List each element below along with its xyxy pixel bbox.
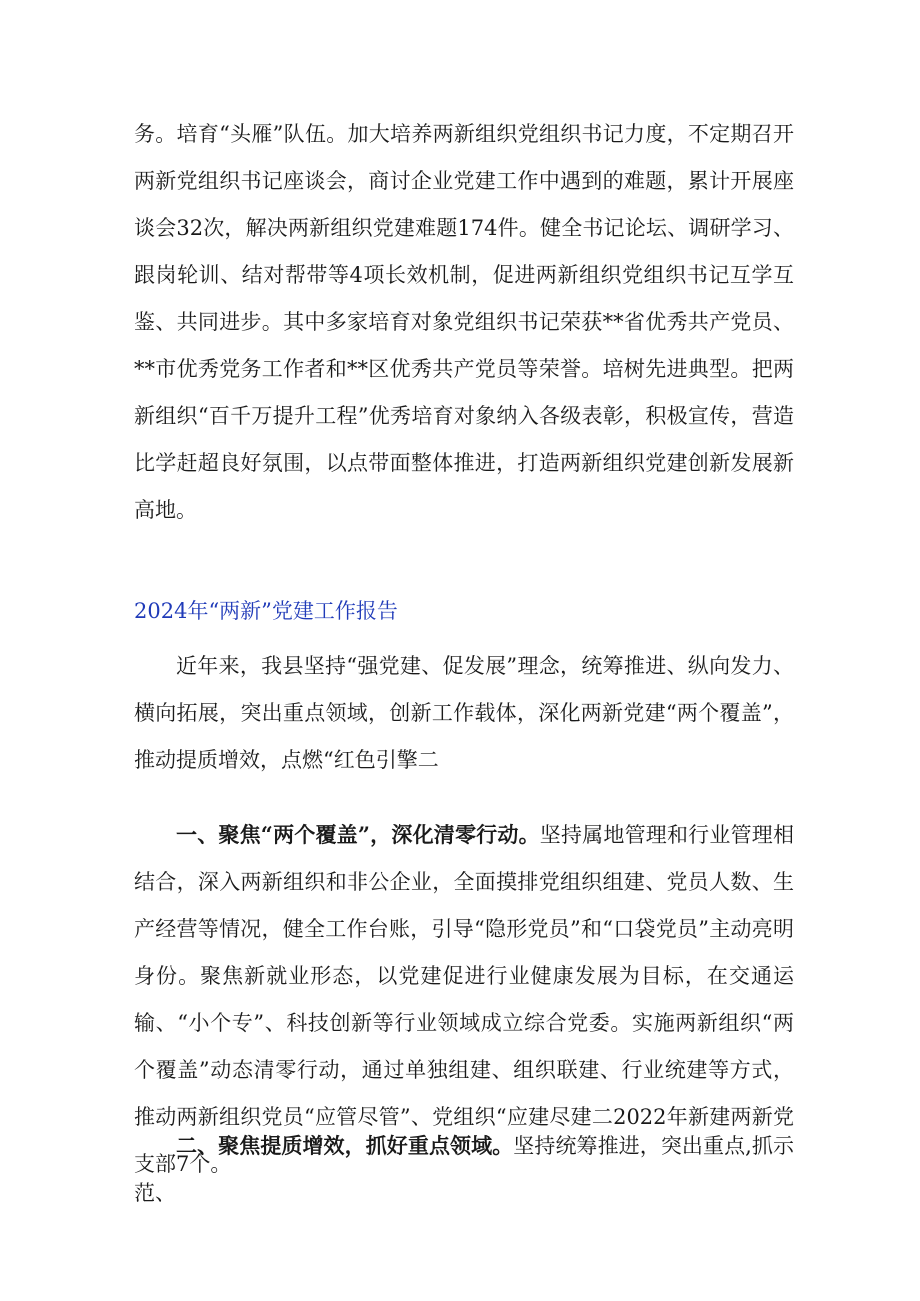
section-two-body: 坚持统筹推进，突出重点,抓示范、 bbox=[134, 1134, 794, 1205]
section-one-title: 一、聚焦“两个覆盖”，深化清零行动。 bbox=[176, 822, 540, 847]
paragraph-continuation: 务。培育“头雁”队伍。加大培养两新组织党组织书记力度，不定期召开两新党组织书记座谈会，商讨企业党建工作中遇到的难题，累计开展座谈会32次，解决两新组织党建难题174件。健全书记论坛、调研学习、跟岗轮训、结对帮带等4项长效机制，促进两新组织党组织书记互学互鉴、共同进步。其中多家培育对象党组织书记荣获**省优秀共产党员、**市优秀党务工作者和**区优秀共产党员等荣誉。培树先进典型。把两新组织“百千万提升工程”优秀培育对象纳入各级表彰，积极宣传，营造比学赶超良好氛围，以点带面整体推进，打造两新组织党建创新发展新高地。 bbox=[134, 122, 794, 522]
section-two-title: 二、聚焦提质增效，抓好重点领域。 bbox=[176, 1133, 514, 1158]
report-heading: 2024年“两新”党建工作报告 bbox=[134, 599, 398, 623]
section-one-body: 坚持属地管理和行业管理相结合，深入两新组织和非公企业，全面摸排党组织组建、党员人数、生产经营等情况，健全工作台账，引导“隐形党员”和“口袋党员”主动亮明身份。聚焦新就业形态，以党建促进行业健康发展为目标，在交通运输、“小个专”、科技创新等行业领域成立综合党委。实施两新组织“两个覆盖”动态清零行动，通过单独组建、组织联建、行业统建等方式，推动两新组织党员“应管尽管”、党组织“应建尽建二2022年新建两新党支部7个。 bbox=[134, 823, 794, 1176]
paragraph-intro: 近年来，我县坚持“强党建、促发展”理念，统筹推进、纵向发力、横向拓展，突出重点领域，创新工作载体，深化两新党建“两个覆盖”，推动提质增效，点燃“红色引擎二 bbox=[134, 654, 794, 772]
paragraph-section-two bbox=[134, 1122, 794, 1205]
